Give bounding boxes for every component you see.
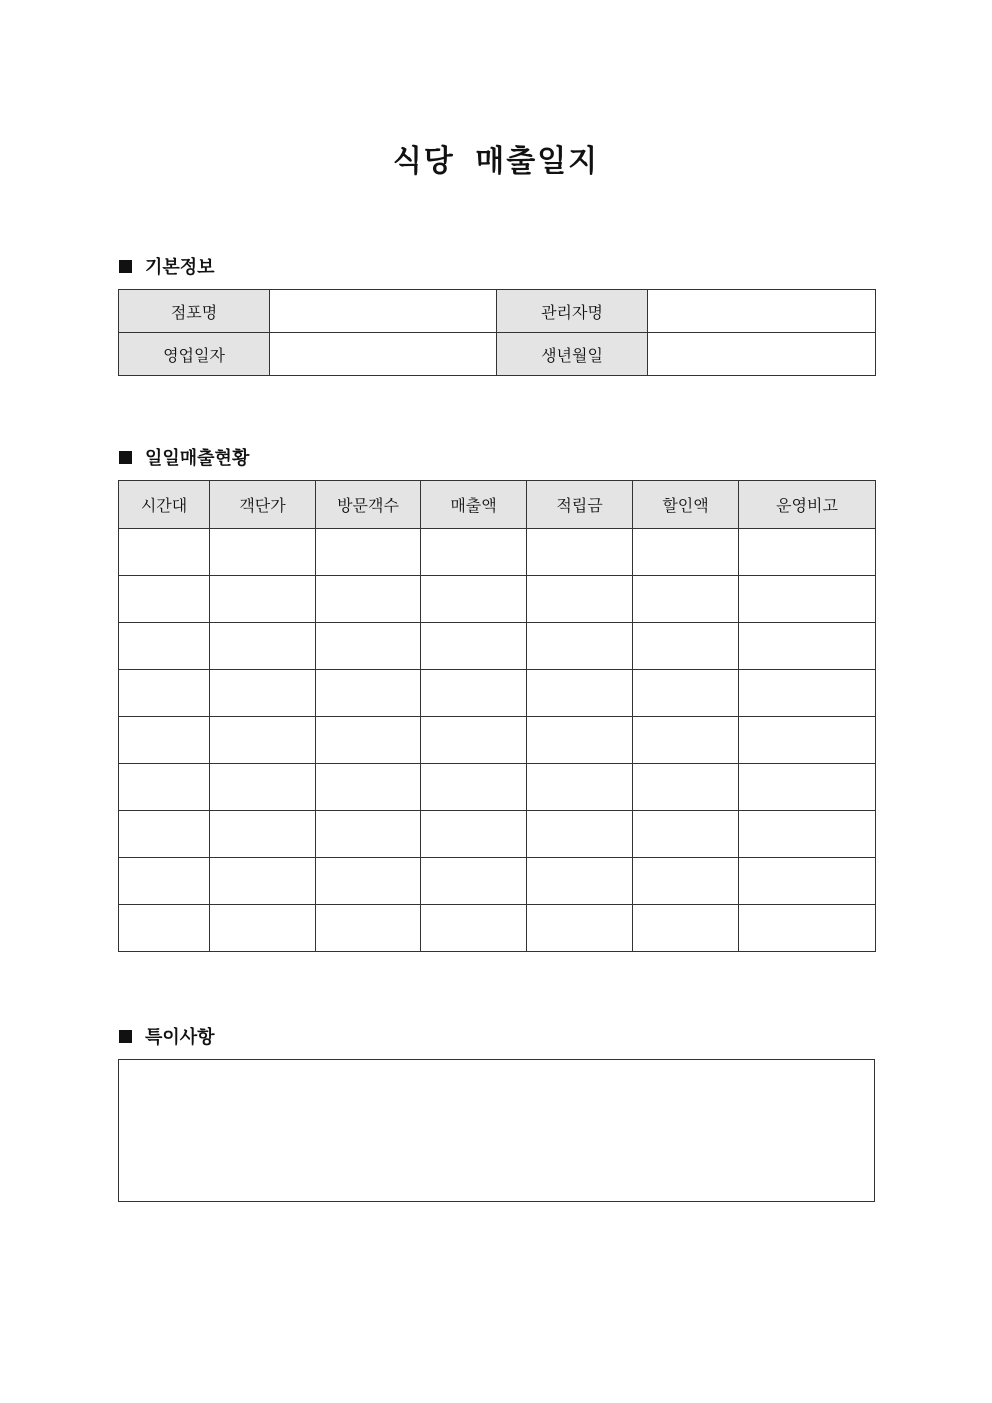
table-cell[interactable]	[316, 576, 421, 623]
table-cell[interactable]	[527, 858, 633, 905]
business-date-field[interactable]	[270, 333, 497, 376]
table-cell[interactable]	[421, 529, 527, 576]
column-header-operating-cost: 운영비고	[739, 481, 876, 529]
table-cell[interactable]	[210, 576, 316, 623]
table-cell[interactable]	[119, 858, 210, 905]
table-cell[interactable]	[316, 811, 421, 858]
table-cell[interactable]	[316, 764, 421, 811]
section-heading-notes-label: 특이사항	[145, 1027, 215, 1048]
table-cell[interactable]	[119, 623, 210, 670]
table-cell[interactable]	[119, 905, 210, 952]
table-cell[interactable]	[210, 905, 316, 952]
table-cell[interactable]	[421, 623, 527, 670]
birth-date-label: 생년월일	[497, 333, 648, 376]
table-cell[interactable]	[316, 670, 421, 717]
table-cell[interactable]	[633, 858, 739, 905]
store-name-field[interactable]	[270, 290, 497, 333]
table-cell[interactable]	[210, 764, 316, 811]
table-cell[interactable]	[739, 529, 876, 576]
table-cell[interactable]	[210, 529, 316, 576]
section-heading-basic	[119, 253, 215, 279]
table-cell[interactable]	[119, 811, 210, 858]
table-cell[interactable]	[739, 905, 876, 952]
column-header-unit-price: 객단가	[210, 481, 316, 529]
table-cell[interactable]	[421, 717, 527, 764]
table-cell[interactable]	[739, 576, 876, 623]
section-heading-sales-label: 일일매출현황	[145, 448, 250, 469]
table-cell[interactable]	[119, 670, 210, 717]
table-row	[119, 290, 876, 333]
table-cell[interactable]	[739, 670, 876, 717]
table-cell[interactable]	[119, 764, 210, 811]
table-cell[interactable]	[739, 811, 876, 858]
table-cell[interactable]	[739, 717, 876, 764]
table-cell[interactable]	[421, 858, 527, 905]
table-header-row	[119, 481, 876, 529]
table-cell[interactable]	[633, 623, 739, 670]
table-cell[interactable]	[633, 905, 739, 952]
table-cell[interactable]	[421, 670, 527, 717]
table-cell[interactable]	[633, 717, 739, 764]
business-date-label: 영업일자	[119, 333, 270, 376]
table-row	[119, 717, 876, 764]
table-cell[interactable]	[527, 811, 633, 858]
basic-info-table	[118, 289, 876, 376]
table-cell[interactable]	[633, 811, 739, 858]
square-bullet-icon	[119, 1030, 132, 1043]
column-header-visitors: 방문객수	[316, 481, 421, 529]
square-bullet-icon	[119, 451, 132, 464]
page-title: 식당 매출일지	[392, 144, 600, 179]
daily-sales-table	[118, 480, 876, 952]
table-cell[interactable]	[421, 764, 527, 811]
table-cell[interactable]	[316, 529, 421, 576]
column-header-sales-amount: 매출액	[421, 481, 527, 529]
square-bullet-icon	[119, 260, 132, 273]
table-cell[interactable]	[739, 623, 876, 670]
table-row	[119, 905, 876, 952]
table-cell[interactable]	[210, 623, 316, 670]
table-cell[interactable]	[316, 717, 421, 764]
table-cell[interactable]	[210, 670, 316, 717]
table-row	[119, 811, 876, 858]
table-cell[interactable]	[421, 576, 527, 623]
section-heading-basic-label: 기본정보	[145, 257, 215, 278]
table-cell[interactable]	[421, 905, 527, 952]
table-row	[119, 576, 876, 623]
table-cell[interactable]	[210, 858, 316, 905]
table-cell[interactable]	[119, 576, 210, 623]
notes-field[interactable]	[118, 1059, 875, 1202]
table-cell[interactable]	[739, 858, 876, 905]
table-cell[interactable]	[633, 576, 739, 623]
table-cell[interactable]	[527, 576, 633, 623]
table-row	[119, 670, 876, 717]
section-heading-notes	[119, 1023, 215, 1049]
table-cell[interactable]	[527, 623, 633, 670]
manager-name-label: 관리자명	[497, 290, 648, 333]
table-cell[interactable]	[633, 764, 739, 811]
table-cell[interactable]	[527, 670, 633, 717]
table-cell[interactable]	[421, 811, 527, 858]
table-cell[interactable]	[316, 858, 421, 905]
table-cell[interactable]	[739, 764, 876, 811]
table-row	[119, 529, 876, 576]
table-cell[interactable]	[527, 529, 633, 576]
table-cell[interactable]	[210, 717, 316, 764]
column-header-time: 시간대	[119, 481, 210, 529]
table-cell[interactable]	[119, 529, 210, 576]
table-row	[119, 858, 876, 905]
table-cell[interactable]	[633, 670, 739, 717]
column-header-discount: 할인액	[633, 481, 739, 529]
birth-date-field[interactable]	[648, 333, 876, 376]
table-cell[interactable]	[527, 764, 633, 811]
table-cell[interactable]	[633, 529, 739, 576]
table-row	[119, 623, 876, 670]
table-cell[interactable]	[316, 905, 421, 952]
column-header-points: 적립금	[527, 481, 633, 529]
table-cell[interactable]	[527, 717, 633, 764]
table-cell[interactable]	[316, 623, 421, 670]
store-name-label: 점포명	[119, 290, 270, 333]
table-cell[interactable]	[527, 905, 633, 952]
section-heading-sales	[119, 444, 249, 470]
table-row	[119, 333, 876, 376]
manager-name-field[interactable]	[648, 290, 876, 333]
table-row	[119, 764, 876, 811]
table-cell[interactable]	[119, 717, 210, 764]
table-cell[interactable]	[210, 811, 316, 858]
